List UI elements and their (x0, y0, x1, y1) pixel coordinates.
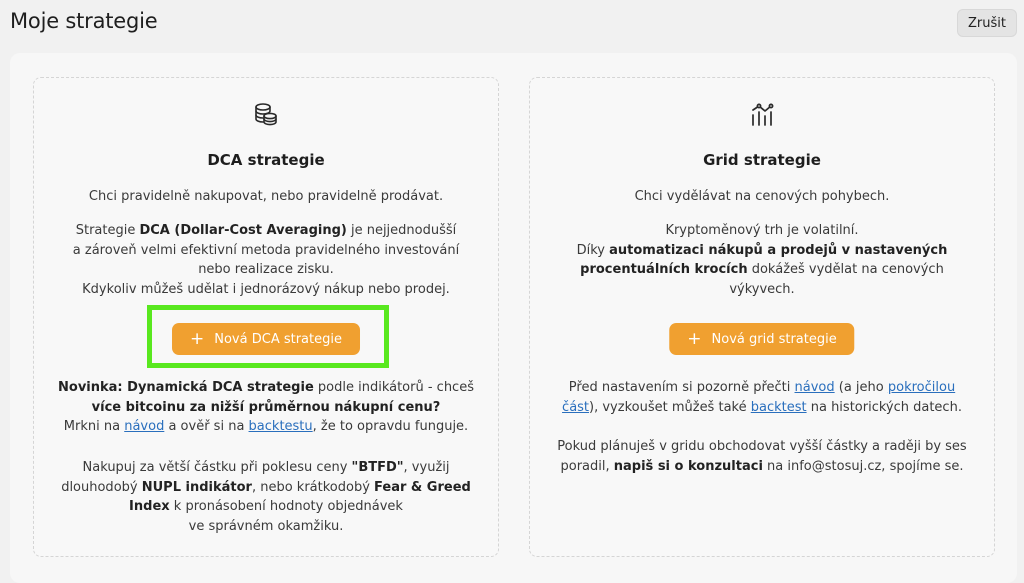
coins-stack-icon (252, 101, 280, 129)
page-title: Moje strategie (10, 9, 158, 33)
dca-guide-link[interactable]: návod (124, 419, 165, 435)
plus-icon: + (190, 328, 205, 349)
dca-title: DCA strategie (207, 151, 325, 169)
grid-description: Kryptoměnový trh je volatilní. Díky automatizaci nákupů a prodejů v nastavených procentuálních krocích dokážeš vydělat na cenových výkyvech. (576, 223, 948, 297)
grid-subtitle: Chci vydělávat na cenových pohybech. (634, 189, 890, 204)
grid-advanced-link[interactable]: pokročilou (887, 380, 956, 395)
dca-news: Novinka: Dynamická DCA strategie podle indikátorů - chceš více bitcoinu za nižší průměrnou nákupní cenu? Mrkni na návod a ověř si na backtestu, že to opravdu funguje. (58, 380, 474, 435)
new-grid-strategy-button[interactable] (669, 323, 854, 355)
grid-contact: Pokud plánuješ v gridu obchodovat vyšší částky a raději by ses poradil, napiš si o konzultaci na info@stosuj.cz, spojíme se. (557, 439, 967, 474)
grid-strategy-card (529, 77, 995, 557)
dca-backtest-link[interactable]: backtestu (248, 419, 313, 435)
new-grid-strategy-label: Nová grid strategie (711, 331, 837, 347)
new-dca-strategy-button[interactable] (172, 323, 360, 355)
plus-icon: + (687, 328, 702, 349)
dca-tips: Nakupuj za větší částku při poklesu ceny "BTFD", využij dlouhodobý NUPL indikátor, nebo krátkodobý Fear & Greed Index k pronásobení hodnoty objednávek ve správném okamžiku. (61, 460, 471, 534)
new-dca-strategy-label: Nová DCA strategie (214, 331, 342, 347)
grid-info: Před nastavením si pozorně přečti návod (a jeho pokročilou část), vyzkoušet můžeš také backtest na historických datech. (562, 380, 962, 415)
dca-subtitle: Chci pravidelně nakupovat, nebo pravidelně prodávat. (88, 189, 444, 204)
grid-title: Grid strategie (703, 151, 821, 169)
cancel-button[interactable]: Zrušit (957, 9, 1017, 37)
dca-strategy-card (33, 77, 499, 557)
grid-backtest-link[interactable]: backtest (750, 399, 807, 415)
dca-description: Strategie DCA (Dollar-Cost Averaging) je nejjednodušší a zároveň velmi efektivní metoda pravidelného investování nebo realizace zisku. Kdykoliv můžeš udělat i jednorázový nákup nebo prodej. (72, 223, 460, 297)
grid-advanced-link-part[interactable]: část (562, 399, 590, 415)
grid-chart-icon (748, 101, 776, 129)
grid-guide-link[interactable]: návod (794, 380, 835, 395)
